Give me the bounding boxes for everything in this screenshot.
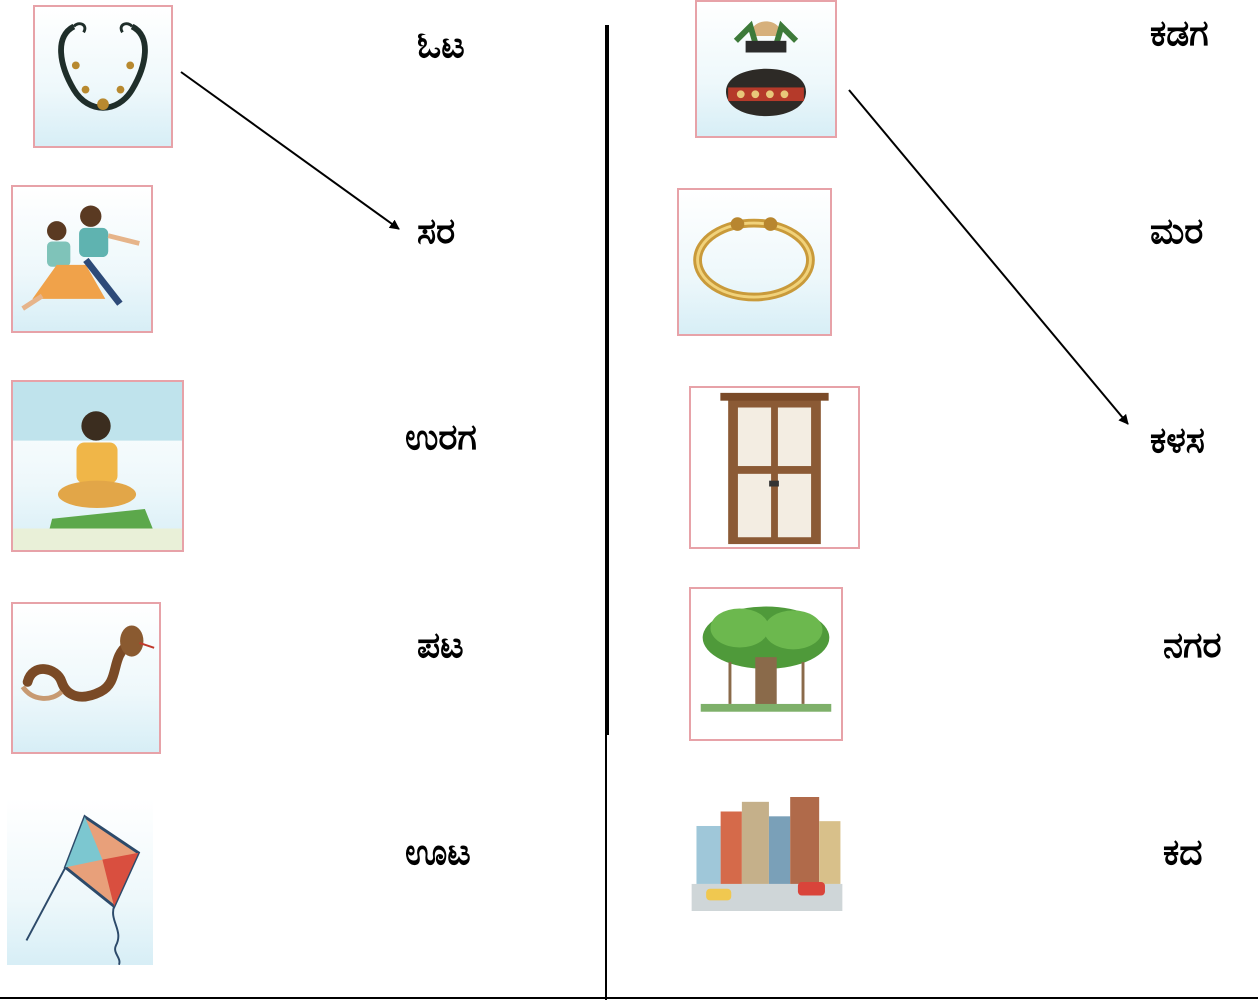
right-word-4: ನಗರ	[1163, 625, 1222, 666]
city-picture	[689, 795, 845, 913]
left-word-1: ಓಟ	[417, 25, 465, 66]
children-racing-picture	[11, 185, 153, 333]
boy-eating-icon	[13, 382, 182, 550]
children-racing-icon	[13, 187, 151, 331]
kite-icon	[7, 799, 153, 965]
bottom-rule	[0, 997, 1258, 999]
right-word-5: ಕದ	[1163, 832, 1203, 873]
snake-icon	[13, 604, 159, 752]
snake-picture	[11, 602, 161, 754]
right-word-3: ಕಳಸ	[1150, 420, 1205, 461]
kalasha-pot-picture	[695, 0, 837, 138]
left-word-4: ಪಟ	[417, 625, 464, 666]
boy-eating-picture	[11, 380, 184, 552]
kalasha-pot-icon	[697, 2, 835, 136]
column-divider-lower	[605, 735, 607, 1000]
tree-picture	[689, 587, 843, 741]
door-picture	[689, 386, 860, 549]
left-word-3: ಉರಗ	[405, 417, 477, 458]
tree-icon	[691, 589, 841, 739]
kite-picture	[5, 797, 155, 967]
left-word-2: ಸರ	[417, 211, 456, 252]
door-icon	[691, 388, 858, 547]
column-divider	[605, 25, 609, 735]
city-icon	[691, 797, 843, 911]
necklace-picture	[33, 5, 173, 148]
bangle-icon	[679, 190, 830, 334]
right-word-2: ಮರ	[1150, 211, 1204, 252]
arrow-pot-to-kalasa	[849, 90, 1128, 424]
arrow-necklace-to-sara	[181, 72, 399, 229]
right-word-1: ಕಡಗ	[1150, 13, 1209, 54]
necklace-icon	[35, 7, 171, 146]
left-word-5: ಊಟ	[405, 832, 471, 873]
bangle-picture	[677, 188, 832, 336]
